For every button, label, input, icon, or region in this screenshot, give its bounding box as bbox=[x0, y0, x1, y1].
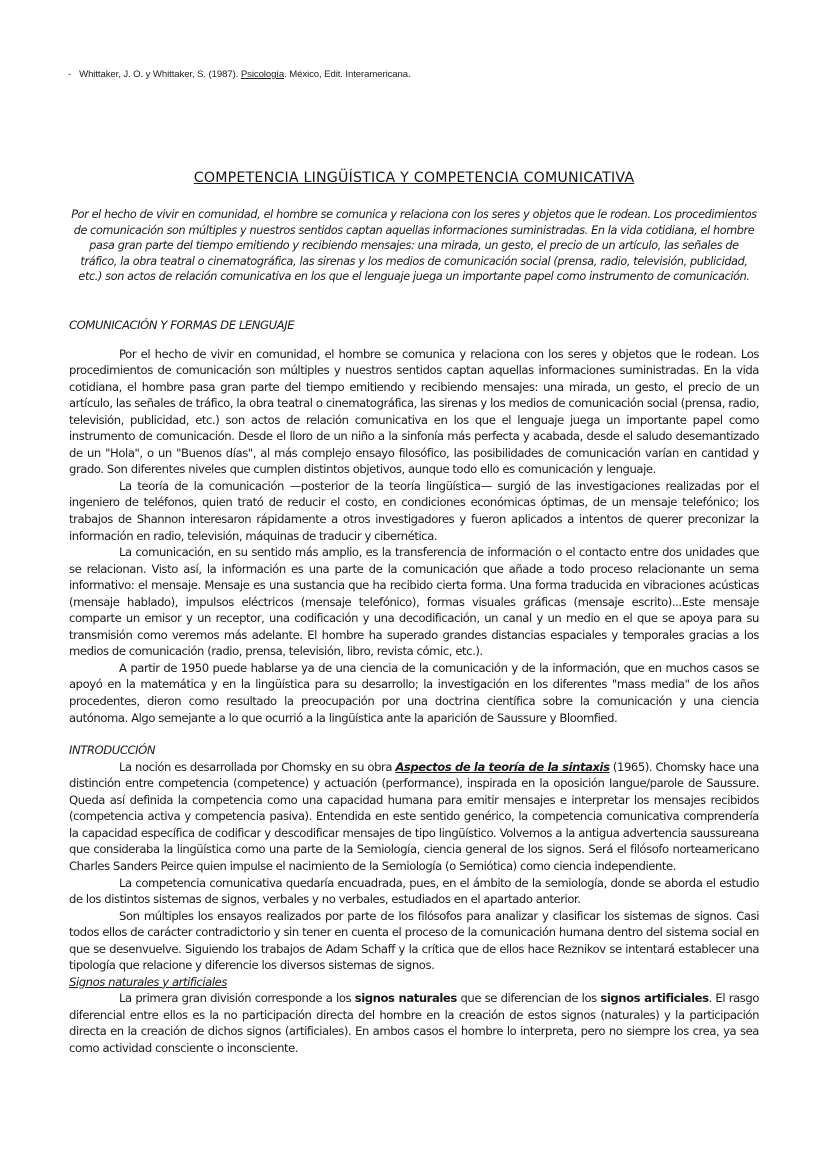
reference-publisher: . México, Edit. Interamericana. bbox=[284, 69, 411, 80]
paragraph: La competencia comunicativa quedaría encuadrada, pues, en el ámbito de la semiología, donde se aborda el estudio de los distintos sistemas de signos, verbales y no verbales, estudiados en el apartado anterior. bbox=[69, 875, 759, 907]
section-communication bbox=[69, 317, 759, 1057]
paragraph: Son múltiples los ensayos realizados por parte de los filósofos para analizar y clasificar los sistemas de signos. Casi todos ellos de carácter contradictorio y sin tener en cuenta el proceso de la comunicación humana dentro del sistema social en que se desenvuelve. Siguiendo los trabajos de Adam Schaff y la crítica que de ellos hace Reznikov se intentará establecer una tipología que relacione y diferencie los diversos sistemas de signos. bbox=[69, 908, 759, 973]
section-heading-signs: Signos naturales y artificiales bbox=[69, 974, 227, 989]
term-natural-signs: signos naturales bbox=[354, 991, 457, 1006]
bullet-dash: - bbox=[68, 69, 72, 80]
document-title: COMPETENCIA LINGÜÍSTICA Y COMPETENCIA COMUNICATIVA bbox=[193, 170, 635, 186]
section-heading-introduction: INTRODUCCIÓN bbox=[69, 743, 156, 758]
abstract-paragraph: Por el hecho de vivir en comunidad, el hombre se comunica y relaciona con los seres y objetos que le rodean. Los procedimientos de comunicación son múltiples y nuestros sentidos captan aquellas informaciones suministradas. En la vida cotidiana, el hombre pasa gran parte del tiempo emitiendo y recibiendo mensajes: una mirada, un gesto, el precio de un artículo, las señales de tráfico, la obra teatral o cinematográfica, las sirenas y los medios de comunicación social (prensa, radio, televisión, publicidad, etc.) son actos de relación comunicativa en los que el lenguaje juega un importante papel como instrumento de comunicación. bbox=[71, 208, 757, 284]
term-artificial-signs: signos artificiales bbox=[600, 991, 709, 1006]
reference-book-title: Psicología bbox=[240, 69, 285, 80]
paragraph: A partir de 1950 puede hablarse ya de una ciencia de la comunicación y de la información, que en muchos casos se apoyó en la matemática y en la lingüística para su desarrollo; la investigación en los diferentes "mass media" de los años procedentes, dieron como resultado la preocupación por una doctrina científica sobre la comunicación y una ciencia autónoma. Algo semejante a lo que ocurrió a la lingüística ante la aparición de Saussure y Bloomfied. bbox=[69, 660, 759, 725]
section-heading-communication: COMUNICACIÓN Y FORMAS DE LENGUAJE bbox=[69, 318, 295, 332]
paragraph-signs: La primera gran división corresponde a los signos naturales que se diferencian de los signos artificiales. El rasgo diferencial entre ellos es la no participación directa del hombre en la creación de estos signos (naturales) y la participación directa en la creación de dichos signos (artificiales). En ambos casos el hombre lo interpreta, pero no siempre los crea, ya sea como actividad consciente o inconsciente. bbox=[69, 991, 760, 1055]
reference-authors: Whittaker, J. O. y Whittaker, S. (1987). bbox=[79, 69, 239, 80]
paragraph: La comunicación, en su sentido más amplio, es la transferencia de información o el contacto entre dos unidades que se relacionan. Visto así, la información es una parte de la comunicación que añade a todo proceso relacionante un sema informativo: el mensaje. Mensaje es una sustancia que ha recibido cierta forma. Una forma traducida en vibraciones acústicas (mensaje hablado), impulsos eléctricos (mensaje telefónico), formas visuales gráficas (mensaje escrito)...Este mensaje comparte un emisor y un receptor, una codificación y una decodificación, un canal y un medio en el que se apoya para su transmisión como veremos más adelante. El hombre ha superado grandes distancias espaciales y temporales gracias a los medios de comunicación (radio, prensa, televisión, libro, revista cómic, etc.). bbox=[69, 545, 759, 659]
paragraph: Por el hecho de vivir en comunidad, el hombre se comunica y relaciona con los seres y objetos que le rodean. Los procedimientos de comunicación son múltiples y nuestros sentidos captan aquellas informaciones suministradas. En la vida cotidiana, el hombre pasa gran parte del tiempo emitiendo y recibiendo mensajes: una mirada, un gesto, el precio de un artículo, las señales de tráfico, la obra teatral o cinematográfica, las sirenas y los medios de comunicación social (prensa, radio, televisión, publicidad, etc.) son actos de relación comunicativa en los que el lenguaje juega un importante papel como instrumento de comunicación. Desde el lloro de un niño a la sinfonía más perfecta y acabada, desde el saludo desemantizado de un "Hola", o un "Buenos días", al más complejo ensayo filosófico, las posibilidades de comunicación varían en cantidad y grado. Son diferentes niveles que cumplen distintos objetivos, aunque todo ello es comunicación y lenguaje. bbox=[69, 346, 759, 477]
bibliography-reference bbox=[68, 69, 411, 80]
book-title-link: Aspectos de la teoría de la sintaxis bbox=[395, 759, 610, 774]
paragraph: La teoría de la comunicación —posterior de la teoría lingüística— surgió de las investigaciones realizadas por el ingeniero de teléfonos, quien trató de reducir el costo, en condiciones económicas óptimas, de un mensaje telefónico; los trabajos de Shannon interesaron rápidamente a otros investigadores y fueron aplicados a intentos de querer preconizar la información en radio, televisión, máquinas de traducir y cibernética. bbox=[69, 478, 759, 543]
paragraph-chomsky: La noción es desarrollada por Chomsky en su obra Aspectos de la teoría de la sintaxis (1965). Chomsky hace una distinción entre competencia (competence) y actuación (performance), inspirada en la oposición Iangue/parole de Saussure. Queda así definida la competencia como una capacidad humana para emitir mensajes e interpretar los mensajes recibidos (competencia activa y competencia pasiva). Entendida en este sentido genérico, la competencia comunicativa comprendería la capacidad específica de codificar y descodificar mensajes de tipo lingüístico. Volvemos a la antigua advertencia saussureana que consideraba la lingüística como una parte de la Semiología, ciencia general de los signos. Será el filósofo norteamericano Charles Sanders Peirce quien impulse el nacimiento de la Semiología (o Semiótica) como ciencia independiente. bbox=[69, 759, 759, 873]
